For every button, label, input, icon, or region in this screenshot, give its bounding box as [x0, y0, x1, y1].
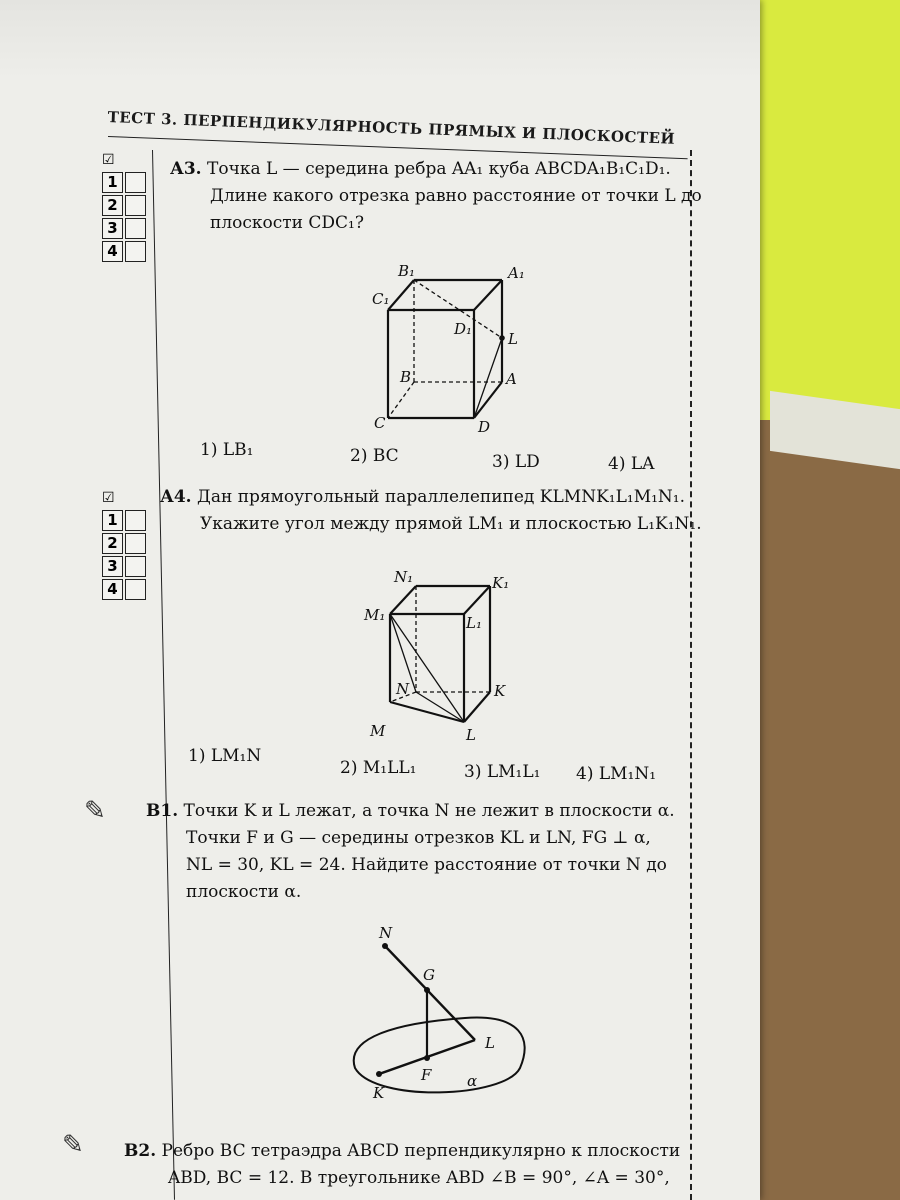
answer-mark-box[interactable]: [125, 533, 146, 554]
a4-option-1[interactable]: 1) LM₁N: [188, 746, 262, 766]
label-M: M: [370, 722, 386, 740]
answer-mark-box[interactable]: [125, 510, 146, 531]
b1-figure: [335, 918, 535, 1108]
a3-number: А3.: [170, 159, 202, 179]
label-K: K: [373, 1084, 385, 1102]
pencil-icon: ✎: [62, 1130, 84, 1160]
answer-box-1[interactable]: 1: [102, 172, 123, 193]
answer-box-2[interactable]: 2: [102, 533, 123, 554]
b2-number: В2.: [124, 1141, 157, 1161]
page-header: ТЕСТ 3. ПЕРПЕНДИКУЛЯРНОСТЬ ПРЯМЫХ И ПЛОСКОСТЕЙ: [107, 108, 676, 148]
b1-line1: Точки K и L лежат, а точка N не лежит в плоскости α.: [183, 801, 675, 821]
label-N: N: [379, 924, 393, 942]
a4-parallelepiped-figure: [360, 562, 520, 747]
a4-option-3[interactable]: 3) LM₁L₁: [464, 762, 541, 782]
answer-mark-box[interactable]: [125, 218, 146, 239]
a3-option-4[interactable]: 4) LA: [608, 454, 655, 474]
a4-number: А4.: [160, 487, 192, 507]
cut-line: [690, 150, 692, 1200]
b2-line2: ABD, BC = 12. В треугольнике ABD ∠B = 90°, ∠A = 30°,: [168, 1168, 670, 1188]
label-N1: N₁: [394, 568, 414, 586]
answer-box-3[interactable]: 3: [102, 556, 123, 577]
check-icon: ☑: [102, 489, 115, 506]
b2-question: [124, 1138, 680, 1192]
answer-mark-box[interactable]: [125, 172, 146, 193]
a4-option-2[interactable]: 2) M₁LL₁: [340, 758, 417, 778]
label-B: B: [400, 368, 412, 386]
label-L: L: [508, 330, 518, 348]
b1-number: В1.: [146, 801, 179, 821]
a3-line2: Длине какого отрезка равно расстояние от точки L до: [210, 186, 702, 206]
label-A1: A₁: [508, 264, 525, 282]
a4-option-4[interactable]: 4) LM₁N₁: [576, 764, 657, 784]
a3-answer-boxes: [102, 148, 148, 263]
label-L: L: [466, 726, 476, 744]
label-C: C: [374, 414, 386, 432]
check-icon: ☑: [102, 151, 115, 168]
label-B1: B₁: [398, 262, 416, 280]
b2-line1: Ребро BC тетраэдра ABCD перпендикулярно к плоскости: [161, 1141, 681, 1161]
background-yellow-paper: [740, 0, 900, 420]
a3-line1: Точка L — середина ребра AA₁ куба ABCDA₁B₁C₁D₁.: [207, 159, 671, 179]
label-F: F: [421, 1066, 432, 1084]
label-C1: C₁: [372, 290, 390, 308]
a3-line3: плоскости CDC₁?: [210, 213, 364, 233]
label-A: A: [506, 370, 517, 388]
a3-option-3[interactable]: 3) LD: [492, 452, 540, 472]
label-N: N: [396, 680, 410, 698]
a3-cube-figure: [360, 258, 540, 438]
a4-answer-boxes: [102, 486, 148, 601]
answer-box-3[interactable]: 3: [102, 218, 123, 239]
label-M1: M₁: [364, 606, 386, 624]
a4-line1: Дан прямоугольный параллелепипед KLMNK₁L₁M₁N₁.: [197, 487, 686, 507]
label-K: K: [494, 682, 506, 700]
b1-question: [146, 798, 675, 906]
label-K1: K₁: [492, 574, 510, 592]
label-L1: L₁: [466, 614, 482, 632]
answer-box-4[interactable]: 4: [102, 241, 123, 262]
answer-mark-box[interactable]: [125, 556, 146, 577]
answer-mark-box[interactable]: [125, 195, 146, 216]
label-D: D: [478, 418, 491, 436]
b1-line4: плоскости α.: [186, 882, 302, 902]
a3-question: [170, 156, 702, 237]
label-D1: D₁: [454, 320, 473, 338]
answer-box-1[interactable]: 1: [102, 510, 123, 531]
a3-option-2[interactable]: 2) BC: [350, 446, 399, 466]
b1-line3: NL = 30, KL = 24. Найдите расстояние от точки N до: [186, 855, 667, 875]
label-L: L: [485, 1034, 495, 1052]
label-G: G: [423, 966, 435, 984]
a4-question: [160, 484, 702, 538]
answer-box-4[interactable]: 4: [102, 579, 123, 600]
b1-line2: Точки F и G — середины отрезков KL и LN, FG ⊥ α,: [186, 828, 651, 848]
a3-option-1[interactable]: 1) LB₁: [200, 440, 254, 460]
answer-box-2[interactable]: 2: [102, 195, 123, 216]
answer-mark-box[interactable]: [125, 241, 146, 262]
a4-line2: Укажите угол между прямой LM₁ и плоскостью L₁K₁N₁.: [200, 514, 702, 534]
pencil-icon: ✎: [84, 796, 106, 826]
label-alpha: α: [467, 1072, 478, 1090]
answer-mark-box[interactable]: [125, 579, 146, 600]
margin-rule: [152, 150, 175, 1200]
